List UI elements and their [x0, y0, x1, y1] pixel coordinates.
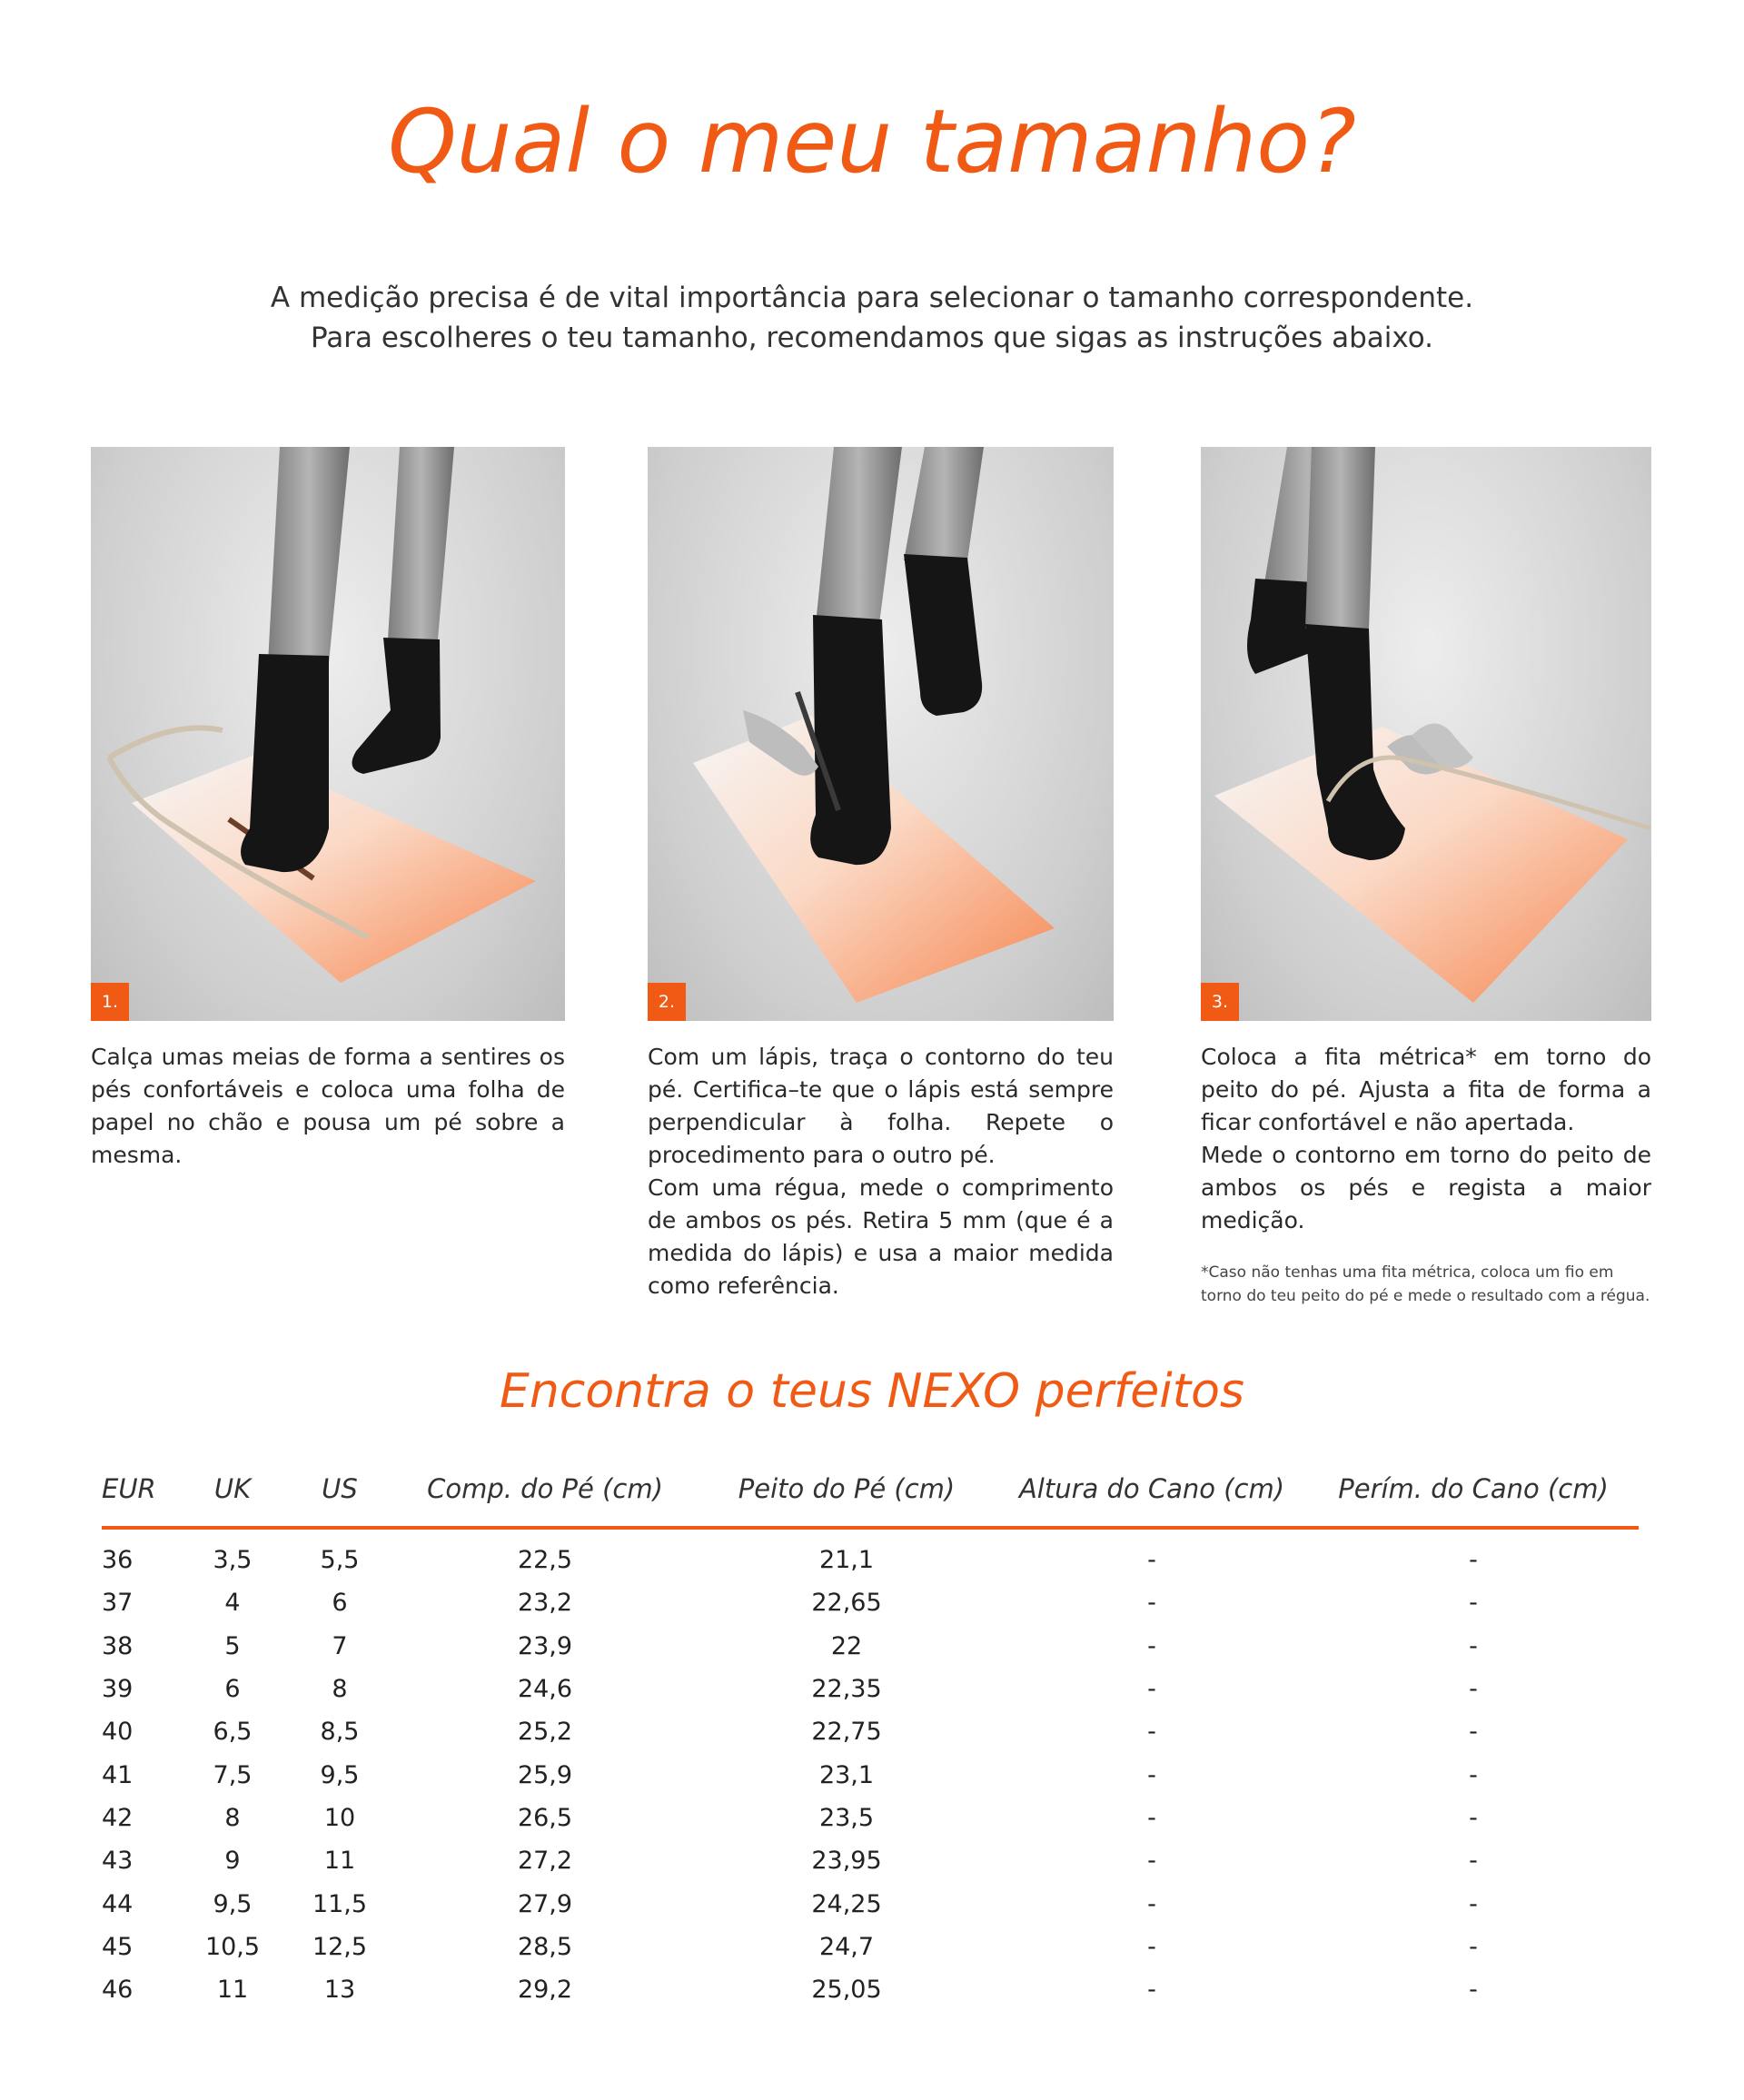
cell-foot-length: 23,9 [517, 1631, 573, 1660]
cell-instep: 22 [830, 1631, 863, 1660]
cell-us: 8,5 [320, 1718, 360, 1747]
cell-foot-length: 24,6 [517, 1675, 573, 1704]
cell-shaft-height: - [1147, 1718, 1156, 1747]
cell-us: 8 [332, 1675, 348, 1704]
cell-shaft-height: - [1147, 1889, 1156, 1918]
size-table [102, 1461, 1639, 2011]
table-row [102, 1926, 1639, 1968]
cell-instep: 22,75 [811, 1718, 882, 1747]
step-2 [648, 447, 1114, 1303]
table-row [102, 1581, 1639, 1624]
cell-shaft-circumference: - [1469, 1803, 1478, 1832]
step-1-badge: 1. [91, 983, 129, 1021]
table-row [102, 1882, 1639, 1925]
cell-shaft-circumference: - [1469, 1546, 1478, 1575]
cell-shaft-height: - [1147, 1847, 1156, 1876]
cell-us: 6 [332, 1589, 348, 1618]
cell-shaft-circumference: - [1469, 1760, 1478, 1789]
step-2-photo [648, 447, 1114, 1021]
table-row [102, 1797, 1639, 1839]
table-row [102, 1528, 1639, 1581]
header-shaft-height: Altura do Cano (cm) [996, 1461, 1308, 1528]
cell-uk: 3,5 [213, 1546, 253, 1575]
cell-eur: 46 [102, 1976, 134, 2005]
step-2-paragraph-1: Com um lápis, traça o contorno do teu pé. Certifica–te que o lápis está sempre perpendicular à folha. Repete o procedimento para o outro pé. [648, 1044, 1114, 1168]
cell-foot-length: 26,5 [517, 1803, 573, 1832]
cell-shaft-circumference: - [1469, 1589, 1478, 1618]
cell-eur: 44 [102, 1889, 134, 1918]
cell-uk: 10,5 [204, 1932, 261, 1961]
cell-eur: 36 [102, 1546, 134, 1575]
intro-text [0, 278, 1744, 358]
cell-uk: 9 [224, 1847, 241, 1876]
cell-foot-length: 27,9 [517, 1889, 573, 1918]
step-3-photo [1201, 447, 1651, 1021]
table-row [102, 1710, 1639, 1753]
cell-shaft-circumference: - [1469, 1675, 1478, 1704]
cell-shaft-height: - [1147, 1760, 1156, 1789]
size-table-body [102, 1528, 1639, 2011]
intro-line-2: Para escolheres o teu tamanho, recomendamos que sigas as instruções abaixo. [310, 322, 1434, 354]
cell-eur: 43 [102, 1847, 134, 1876]
page-title: Qual o meu tamanho? [388, 91, 1356, 193]
header-eur: EUR [102, 1461, 178, 1528]
step-1-text [91, 1041, 565, 1172]
step-2-badge: 2. [648, 983, 686, 1021]
step-3 [1201, 447, 1651, 1308]
cell-us: 10 [323, 1803, 356, 1832]
header-instep: Peito do Pé (cm) [698, 1461, 996, 1528]
step-1 [91, 447, 565, 1172]
cell-eur: 39 [102, 1675, 134, 1704]
cell-shaft-height: - [1147, 1976, 1156, 2005]
step-1-illustration [91, 447, 565, 1021]
step-3-paragraph-1: Coloca a fita métrica* em torno do peito do pé. Ajusta a fita de forma a ficar confortável e não apertada. [1201, 1044, 1651, 1135]
cell-instep: 22,65 [811, 1589, 882, 1618]
step-3-illustration [1201, 447, 1651, 1021]
cell-us: 11,5 [312, 1889, 368, 1918]
cell-instep: 22,35 [811, 1675, 882, 1704]
cell-us: 12,5 [312, 1932, 368, 1961]
table-row [102, 1668, 1639, 1710]
cell-instep: 25,05 [811, 1976, 882, 2005]
cell-uk: 9,5 [213, 1889, 253, 1918]
cell-eur: 38 [102, 1631, 134, 1660]
cell-us: 9,5 [320, 1760, 360, 1789]
cell-foot-length: 29,2 [517, 1976, 573, 2005]
cell-us: 5,5 [320, 1546, 360, 1575]
cell-shaft-height: - [1147, 1546, 1156, 1575]
table-row [102, 1625, 1639, 1668]
table-row [102, 1753, 1639, 1796]
cell-us: 13 [323, 1976, 356, 2005]
cell-instep: 24,7 [818, 1932, 875, 1961]
cell-foot-length: 25,2 [517, 1718, 573, 1747]
cell-instep: 23,5 [818, 1803, 875, 1832]
step-1-paragraph: Calça umas meias de forma a sentires os pés confortáveis e coloca uma folha de papel no chão e pousa um pé sobre a mesma. [91, 1044, 565, 1168]
step-2-text [648, 1041, 1114, 1303]
step-3-paragraph-2: Mede o contorno em torno do peito de ambos os pés e regista a maior medição. [1201, 1142, 1651, 1233]
cell-shaft-circumference: - [1469, 1718, 1478, 1747]
header-foot-length: Comp. do Pé (cm) [392, 1461, 698, 1528]
cell-foot-length: 22,5 [517, 1546, 573, 1575]
cell-instep: 23,1 [818, 1760, 875, 1789]
cell-eur: 45 [102, 1932, 134, 1961]
cell-eur: 41 [102, 1760, 134, 1789]
cell-eur: 37 [102, 1589, 134, 1618]
header-us: US [287, 1461, 392, 1528]
cell-foot-length: 23,2 [517, 1589, 573, 1618]
cell-shaft-height: - [1147, 1803, 1156, 1832]
size-table-title: Encontra o teus NEXO perfeitos [499, 1364, 1245, 1419]
step-3-badge: 3. [1201, 983, 1239, 1021]
cell-us: 11 [323, 1847, 356, 1876]
table-row [102, 1839, 1639, 1882]
header-shaft-circumference: Perím. do Cano (cm) [1308, 1461, 1639, 1528]
size-table-header-row [102, 1461, 1639, 1528]
cell-eur: 40 [102, 1718, 134, 1747]
cell-instep: 21,1 [818, 1546, 875, 1575]
cell-uk: 5 [224, 1631, 241, 1660]
cell-uk: 6 [224, 1675, 241, 1704]
cell-shaft-height: - [1147, 1932, 1156, 1961]
cell-shaft-height: - [1147, 1589, 1156, 1618]
intro-line-1: A medição precisa é de vital importância para selecionar o tamanho correspondente. [270, 282, 1474, 314]
step-2-paragraph-2: Com uma régua, mede o comprimento de ambos os pés. Retira 5 mm (que é a medida do lápis) e usa a maior medida como referência. [648, 1174, 1114, 1299]
cell-foot-length: 28,5 [517, 1932, 573, 1961]
cell-us: 7 [332, 1631, 348, 1660]
cell-shaft-circumference: - [1469, 1976, 1478, 2005]
cell-uk: 6,5 [213, 1718, 253, 1747]
cell-eur: 42 [102, 1803, 134, 1832]
cell-foot-length: 27,2 [517, 1847, 573, 1876]
cell-shaft-circumference: - [1469, 1631, 1478, 1660]
step-2-illustration [648, 447, 1114, 1021]
step-1-photo [91, 447, 565, 1021]
cell-shaft-circumference: - [1469, 1889, 1478, 1918]
cell-shaft-circumference: - [1469, 1847, 1478, 1876]
cell-shaft-height: - [1147, 1675, 1156, 1704]
cell-uk: 11 [216, 1976, 249, 2005]
cell-uk: 4 [224, 1589, 241, 1618]
cell-uk: 7,5 [213, 1760, 253, 1789]
cell-shaft-height: - [1147, 1631, 1156, 1660]
cell-instep: 24,25 [811, 1889, 882, 1918]
step-3-text [1201, 1041, 1651, 1237]
step-3-footnote: *Caso não tenhas uma fita métrica, coloca um fio em torno do teu peito do pé e mede o resultado com a régua. [1201, 1263, 1650, 1305]
cell-shaft-circumference: - [1469, 1932, 1478, 1961]
header-uk: UK [178, 1461, 287, 1528]
cell-uk: 8 [224, 1803, 241, 1832]
cell-foot-length: 25,9 [517, 1760, 573, 1789]
cell-instep: 23,95 [811, 1847, 882, 1876]
table-row [102, 1968, 1639, 2011]
